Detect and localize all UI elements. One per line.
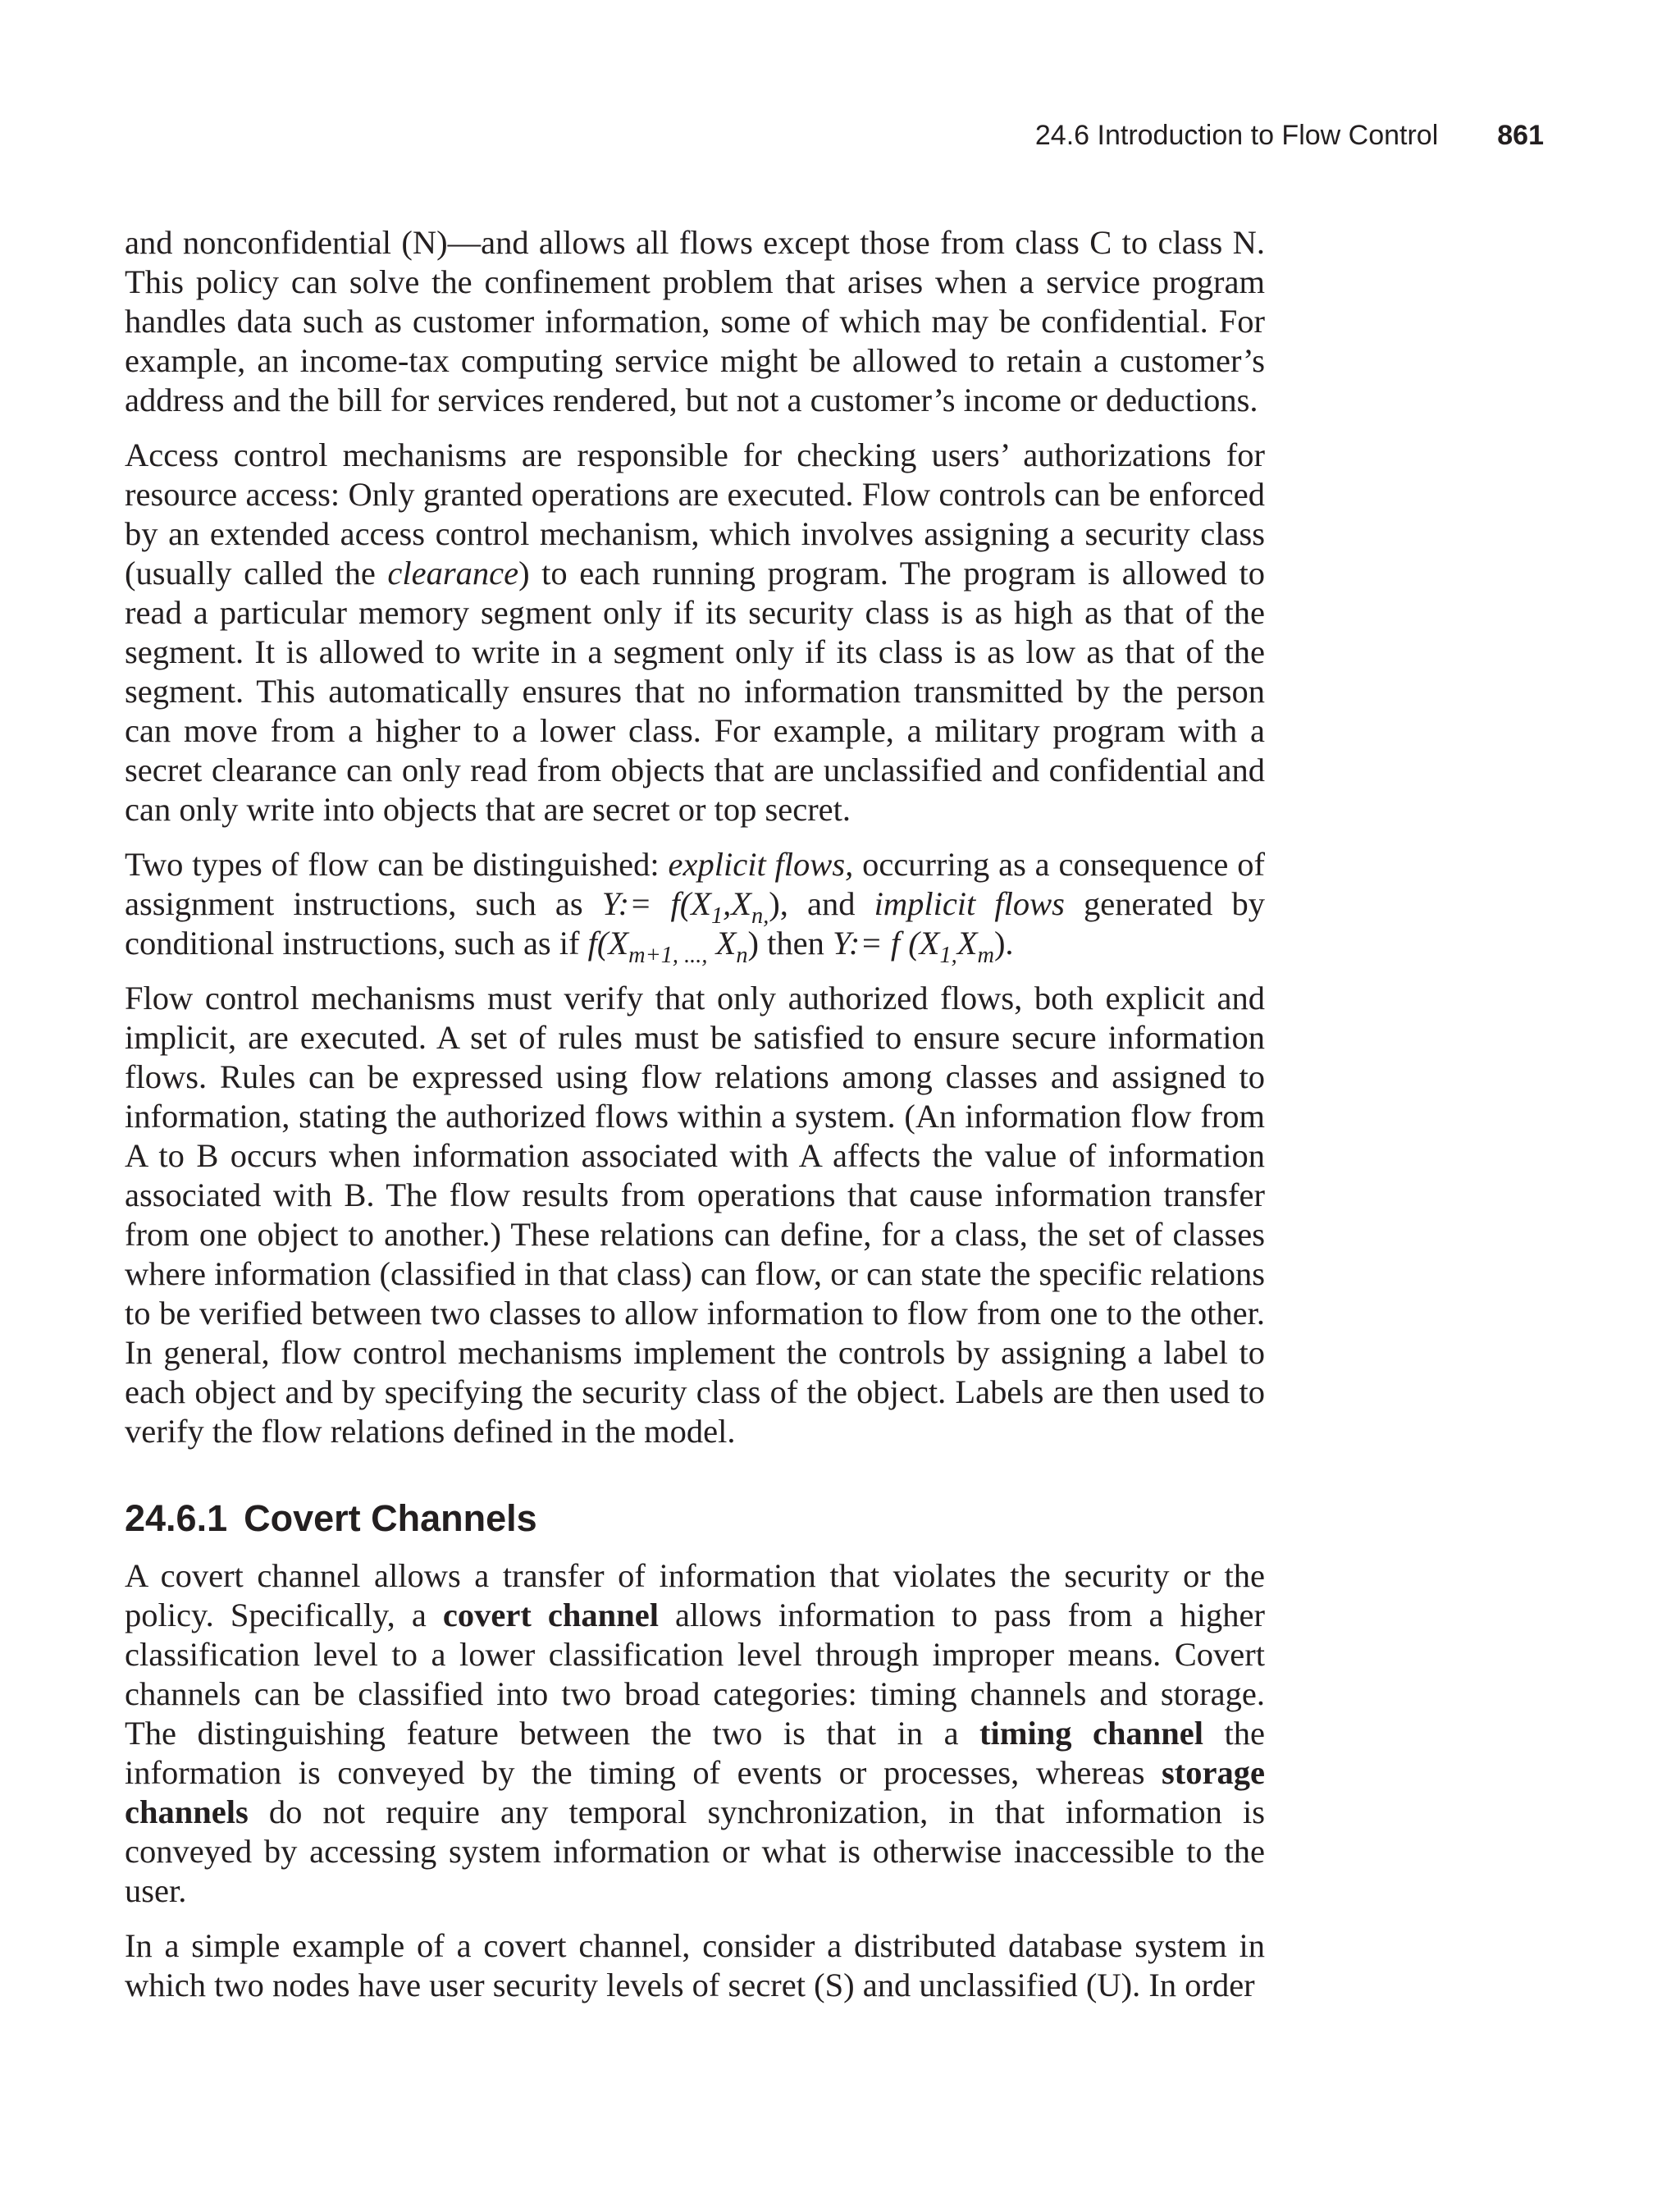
section-heading (125, 1496, 1265, 1542)
paragraph-covert-channel (125, 1556, 1265, 1911)
page-body (125, 223, 1265, 2021)
text-segment: generated by conditional instructions, such as if (125, 885, 1265, 962)
paragraph-covert-example: In a simple example of a covert channel, consider a distributed database system in which two nodes have user security levels of secret (S) and unclassified (U). In order (125, 1927, 1265, 2003)
text-segment: then (759, 925, 833, 962)
text-segment: ) (747, 925, 759, 962)
text-segment: A covert channel allows a transfer of information that violates the security or the policy. Specifically, a (125, 1557, 1265, 1633)
text-segment: do not require any temporal synchronization, in that information is conveyed by accessing system information or what is otherwise inaccessible to the user. (125, 1793, 1265, 1909)
text-segment: Two types of flow can be distinguished: (125, 846, 669, 883)
running-title: 24.6 Introduction to Flow Control (1034, 120, 1439, 151)
term-explicit-flows: explicit flows, (668, 846, 854, 883)
section-title: Covert Channels (244, 1497, 537, 1539)
paragraph-flow-mechanisms: Flow control mechanisms must verify that only authorized flows, both explicit and implicit, are executed. A set of rules must be satisfied to ensure secure information flows. Rules can be expressed using flow relations among classes and assigned to information, stating the authorized flows within a system. (An information flow from A to B occurs when information associated with A affects the value of information associated with B. The flow results from operations that cause information transfer from one object to another.) These relations can define, for a class, the set of classes where information (classified in that class) can flow, or can state the specific relations to be verified between two classes to allow information to flow from one to the other. In general, flow control mechanisms implement the controls by assigning a label to each object and by specifying the security class of the object. Labels are then used to verify the flow relations defined in the model. (125, 980, 1265, 1450)
section-number: 24.6.1 (125, 1497, 228, 1539)
text-segment: ) to each running program. The program is allowed to read a particular memory segment only if its security class is as high as that of the segment. It is allowed to write in a segment only if its class is as low as that of the segment. This automatically ensures that no information transmitted by the person can move from a higher to a lower class. For example, a military program with a secret clearance can only read from objects that are unclassified and confidential and can only write into objects that are secret or top secret. (125, 555, 1265, 828)
text-segment: ). (993, 925, 1014, 962)
formula-explicit: Y:= $f(X_1,X_{n,}$ (601, 885, 769, 929)
text-segment: Access control mechanisms are responsible for checking users’ authorizations for resource access: Only granted operations are executed. Flow controls can be enforced by an extended access control mechanism, which involves assigning a security class (usually called the (125, 436, 1265, 592)
paragraph-flow-types (125, 845, 1265, 968)
text-segment: allows information to pass from a higher classification level to a lower classification level through improper means. Covert channels can be classified into two broad categories: timing channels and storage. The distinguishing feature between the two is that in a (125, 1597, 1265, 1752)
paragraph-access-control (125, 436, 1265, 829)
term-storage-channels: storage channels (125, 1754, 1265, 1830)
term-timing-channel: timing channel (979, 1715, 1204, 1752)
term-covert-channel: covert channel (442, 1597, 659, 1633)
text-segment: and (788, 885, 874, 922)
formula-implicit: Y:= f ($X_{1,}X_m$ (832, 925, 994, 968)
paragraph-confinement: and nonconfidential (N)—and allows all flows except those from class C to class N. This policy can solve the confinement problem that arises when a service program handles data such as customer information, some of which may be confidential. For example, an income-tax computing service might be allowed to retain a customer’s address and the bill for services rendered, but not a customer’s income or deductions. (125, 224, 1265, 418)
page-number: 861 (1497, 120, 1544, 151)
running-header (1035, 120, 1544, 152)
term-clearance: clearance (387, 555, 519, 592)
text-segment: ), (769, 885, 788, 922)
term-implicit-flows: implicit flows (874, 885, 1065, 922)
formula-condition: $f(X_{m+1, ...,}$ $X_n$ (587, 925, 748, 968)
text-segment: occurring as a consequence of assignment instructions, such as (125, 846, 1265, 922)
text-segment: the information is conveyed by the timing of events or processes, whereas (125, 1715, 1266, 1791)
